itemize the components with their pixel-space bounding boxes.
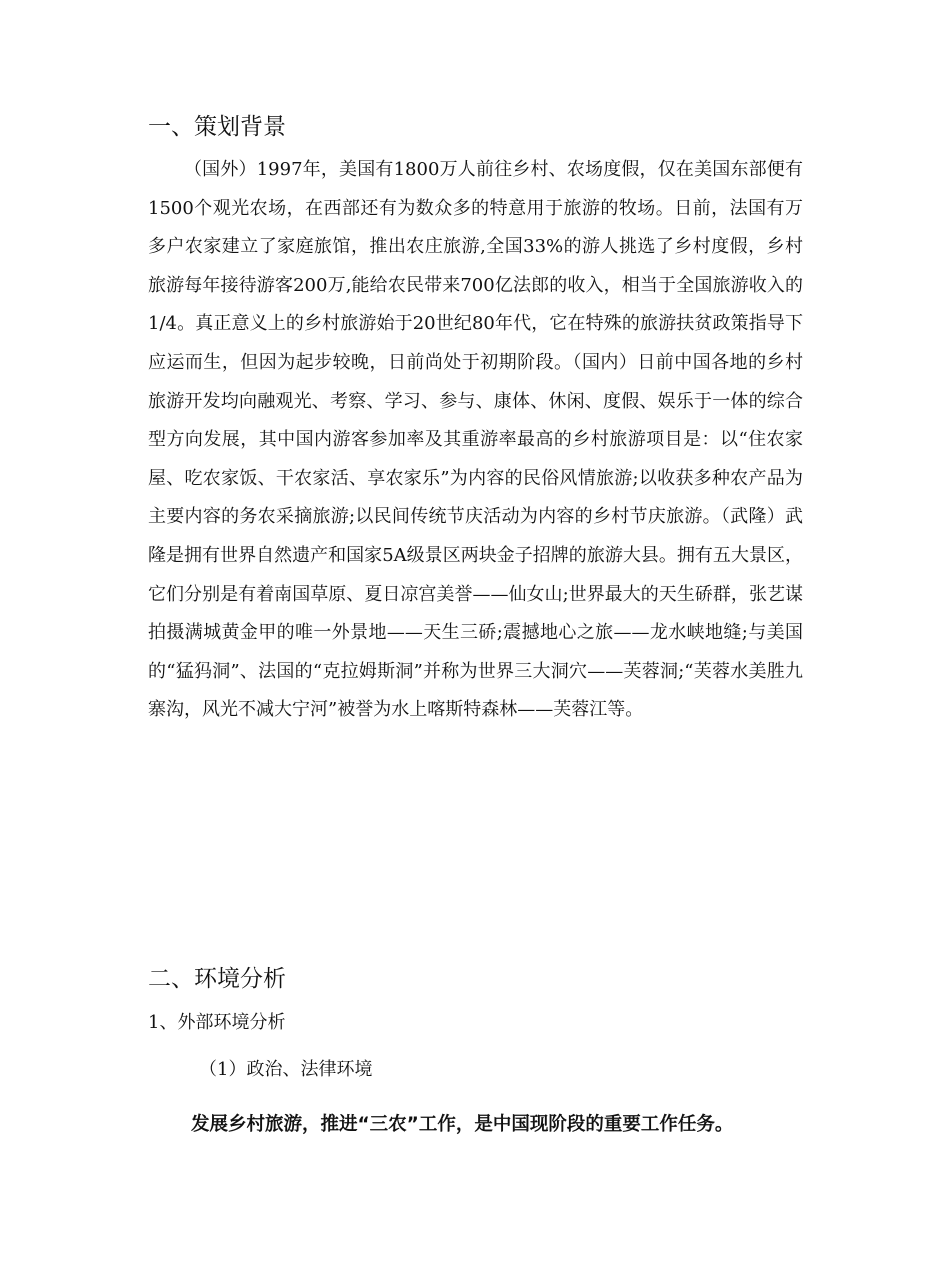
section-heading-environment: 二、环境分析 xyxy=(148,966,286,992)
section-heading-background: 一、策划背景 xyxy=(148,114,286,140)
background-paragraph: （国外）1997年，美国有1800万人前往乡村、农场度假，仅在美国东部便有1500个观光农场，在西部还有为数众多的特意用于旅游的牧场。日前，法国有万多户农家建立了家庭旅馆，推出农庄旅游,全国33%的游人挑选了乡村度假，乡村旅游每年接待游客200万,能给农民带来700亿法郎的收入，相当于全国旅游收入的1/4。真正意义上的乡村旅游始于20世纪80年代，它在特殊的旅游扶贫政策指导下应运而生，但因为起步较晚，日前尚处于初期阶段。（国内）日前中国各地的乡村旅游开发均向融观光、考察、学习、参与、康体、休闲、度假、娱乐于一体的综合型方向发展，其中国内游客参加率及其重游率最高的乡村旅游项目是：以“住农家屋、吃农家饭、干农家活、享农家乐”为内容的民俗风情旅游;以收获多种农产品为主要内容的务农采摘旅游;以民间传统节庆活动为内容的乡村节庆旅游。（武隆）武隆是拥有世界自然遗产和国家5A级景区两块金子招牌的旅游大县。拥有五大景区，它们分别是有着南国草原、夏日凉宫美誉——仙女山;世界最大的天生硚群，张艺谋拍摄满城黄金甲的唯一外景地——天生三硚;震撼地心之旅——龙水峡地缝;与美国的“猛犸洞”、法国的“克拉姆斯洞”并称为世界三大洞穴——芙蓉洞;“芙蓉水美胜九寨沟，风光不减大宁河”被誉为水上喀斯特森林——芙蓉江等。 xyxy=(148,159,803,721)
subheading-political-legal: （1）政治、法律环境 xyxy=(199,1059,373,1080)
bold-statement: 发展乡村旅游，推进“三农”工作，是中国现阶段的重要工作任务。 xyxy=(191,1114,734,1135)
subheading-external-environment: 1、外部环境分析 xyxy=(148,1012,286,1033)
